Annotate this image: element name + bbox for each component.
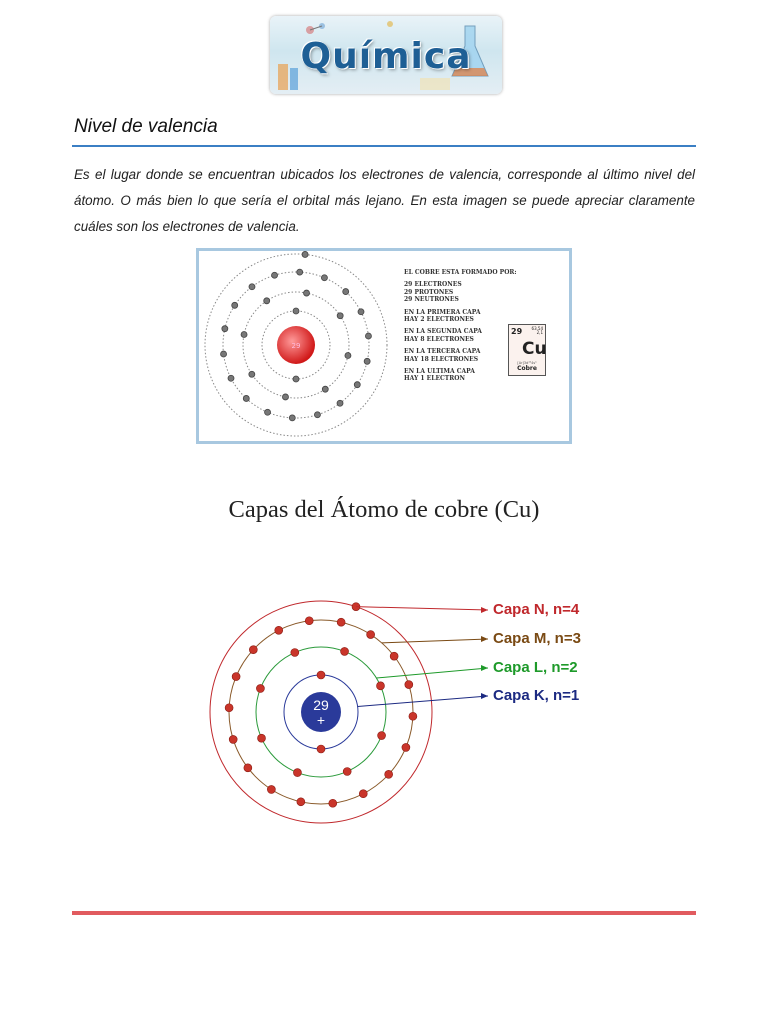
title-divider <box>72 145 696 147</box>
electron <box>337 400 343 406</box>
electron <box>291 649 299 657</box>
electron <box>354 382 360 388</box>
electron <box>232 673 240 681</box>
electron <box>289 415 295 421</box>
electron <box>267 785 275 793</box>
info-shell: EN LA TERCERA CAPA <box>404 348 481 356</box>
label-arrow <box>376 668 488 678</box>
electron <box>358 309 364 315</box>
nucleus-sign: + <box>316 712 326 728</box>
electron <box>275 626 283 634</box>
electron <box>405 681 413 689</box>
electron <box>317 671 325 679</box>
electron <box>282 394 288 400</box>
electron <box>321 275 327 281</box>
info-shell: HAY 2 ELECTRONES <box>404 316 474 324</box>
shell-label-l: Capa L, n=2 <box>493 659 578 676</box>
info-shell: HAY 8 ELECTRONES <box>404 335 474 343</box>
electron-config: [Ar]3d¹⁰4s¹ <box>517 361 537 365</box>
electron <box>297 269 303 275</box>
electron <box>293 376 299 382</box>
electron <box>256 684 264 692</box>
electron <box>249 371 255 377</box>
electron <box>225 704 233 712</box>
electron <box>241 331 247 337</box>
info-count: 29 NEUTRONES <box>404 296 459 304</box>
electron <box>378 732 386 740</box>
info-count: 29 PROTONES <box>404 288 454 296</box>
section-title: Nivel de valencia <box>74 116 218 137</box>
shell-label-n: Capa N, n=4 <box>493 601 580 618</box>
periodic-table-tile <box>508 324 546 376</box>
electron <box>249 646 257 654</box>
copper-shells-figure <box>200 585 600 825</box>
atomic-number: 29 <box>511 327 523 336</box>
info-shell: HAY 1 ELECTRON <box>404 375 465 383</box>
electron <box>385 770 393 778</box>
info-count: 29 ELECTRONES <box>404 281 462 289</box>
copper-atom-figure <box>196 248 572 444</box>
electron <box>402 743 410 751</box>
electron <box>258 734 266 742</box>
info-shell: EN LA SEGUNDA CAPA <box>404 328 482 336</box>
arrowhead <box>481 636 488 642</box>
electron <box>322 386 328 392</box>
electron <box>337 313 343 319</box>
info-shell: EN LA PRIMERA CAPA <box>404 308 481 316</box>
arrowhead <box>481 607 488 613</box>
electron <box>341 647 349 655</box>
arrowhead <box>481 693 488 699</box>
electron <box>345 353 351 359</box>
electron <box>244 764 252 772</box>
electron <box>232 302 238 308</box>
nucleus-label: 29 <box>291 342 301 350</box>
electron <box>314 412 320 418</box>
electron <box>297 798 305 806</box>
electron <box>343 767 351 775</box>
body-paragraph: Es el lugar donde se encuentran ubicados los electrones de valencia, corresponde al último nivel del átomo. O más bien lo que sería el orbital más lejano. En esta imagen se puede apreciar claramente cuáles son los electrones de valencia. <box>74 167 695 234</box>
electron <box>367 631 375 639</box>
label-arrow <box>382 639 488 643</box>
electron <box>376 682 384 690</box>
electron <box>243 395 249 401</box>
electron <box>359 790 367 798</box>
banner-title: Química <box>300 36 472 77</box>
figure-title: Capas del Átomo de cobre (Cu) <box>228 496 540 523</box>
electron <box>228 375 234 381</box>
info-heading: EL COBRE ESTA FORMADO POR: <box>404 269 517 276</box>
label-arrow <box>358 696 488 706</box>
electron <box>329 799 337 807</box>
electron <box>222 326 228 332</box>
atomic-mass: 63.54 2,1 <box>531 326 543 335</box>
electron <box>390 652 398 660</box>
info-shell: HAY 18 ELECTRONES <box>404 355 479 363</box>
label-arrow <box>356 607 488 610</box>
electron <box>337 618 345 626</box>
electron <box>409 712 417 720</box>
electron <box>365 333 371 339</box>
element-name: Cobre <box>517 365 537 372</box>
electron <box>305 617 313 625</box>
info-shell: EN LA ULTIMA CAPA <box>404 368 475 376</box>
electron <box>272 272 278 278</box>
electron <box>264 298 270 304</box>
electron <box>304 290 310 296</box>
shell-label-m: Capa M, n=3 <box>493 630 581 647</box>
shell-label-k: Capa K, n=1 <box>493 687 580 704</box>
electron <box>343 289 349 295</box>
electron <box>293 308 299 314</box>
electron <box>221 351 227 357</box>
electron <box>229 735 237 743</box>
electron <box>293 769 301 777</box>
electron <box>317 745 325 753</box>
electron <box>249 284 255 290</box>
arrowhead <box>481 665 488 671</box>
electron <box>364 358 370 364</box>
copper-shells-diagram <box>200 585 600 825</box>
electron <box>302 251 308 257</box>
element-symbol: Cu <box>522 339 547 359</box>
nucleus-number: 29 <box>313 697 329 713</box>
quimica-banner <box>270 16 502 94</box>
electron <box>265 409 271 415</box>
footer-divider <box>72 911 696 915</box>
